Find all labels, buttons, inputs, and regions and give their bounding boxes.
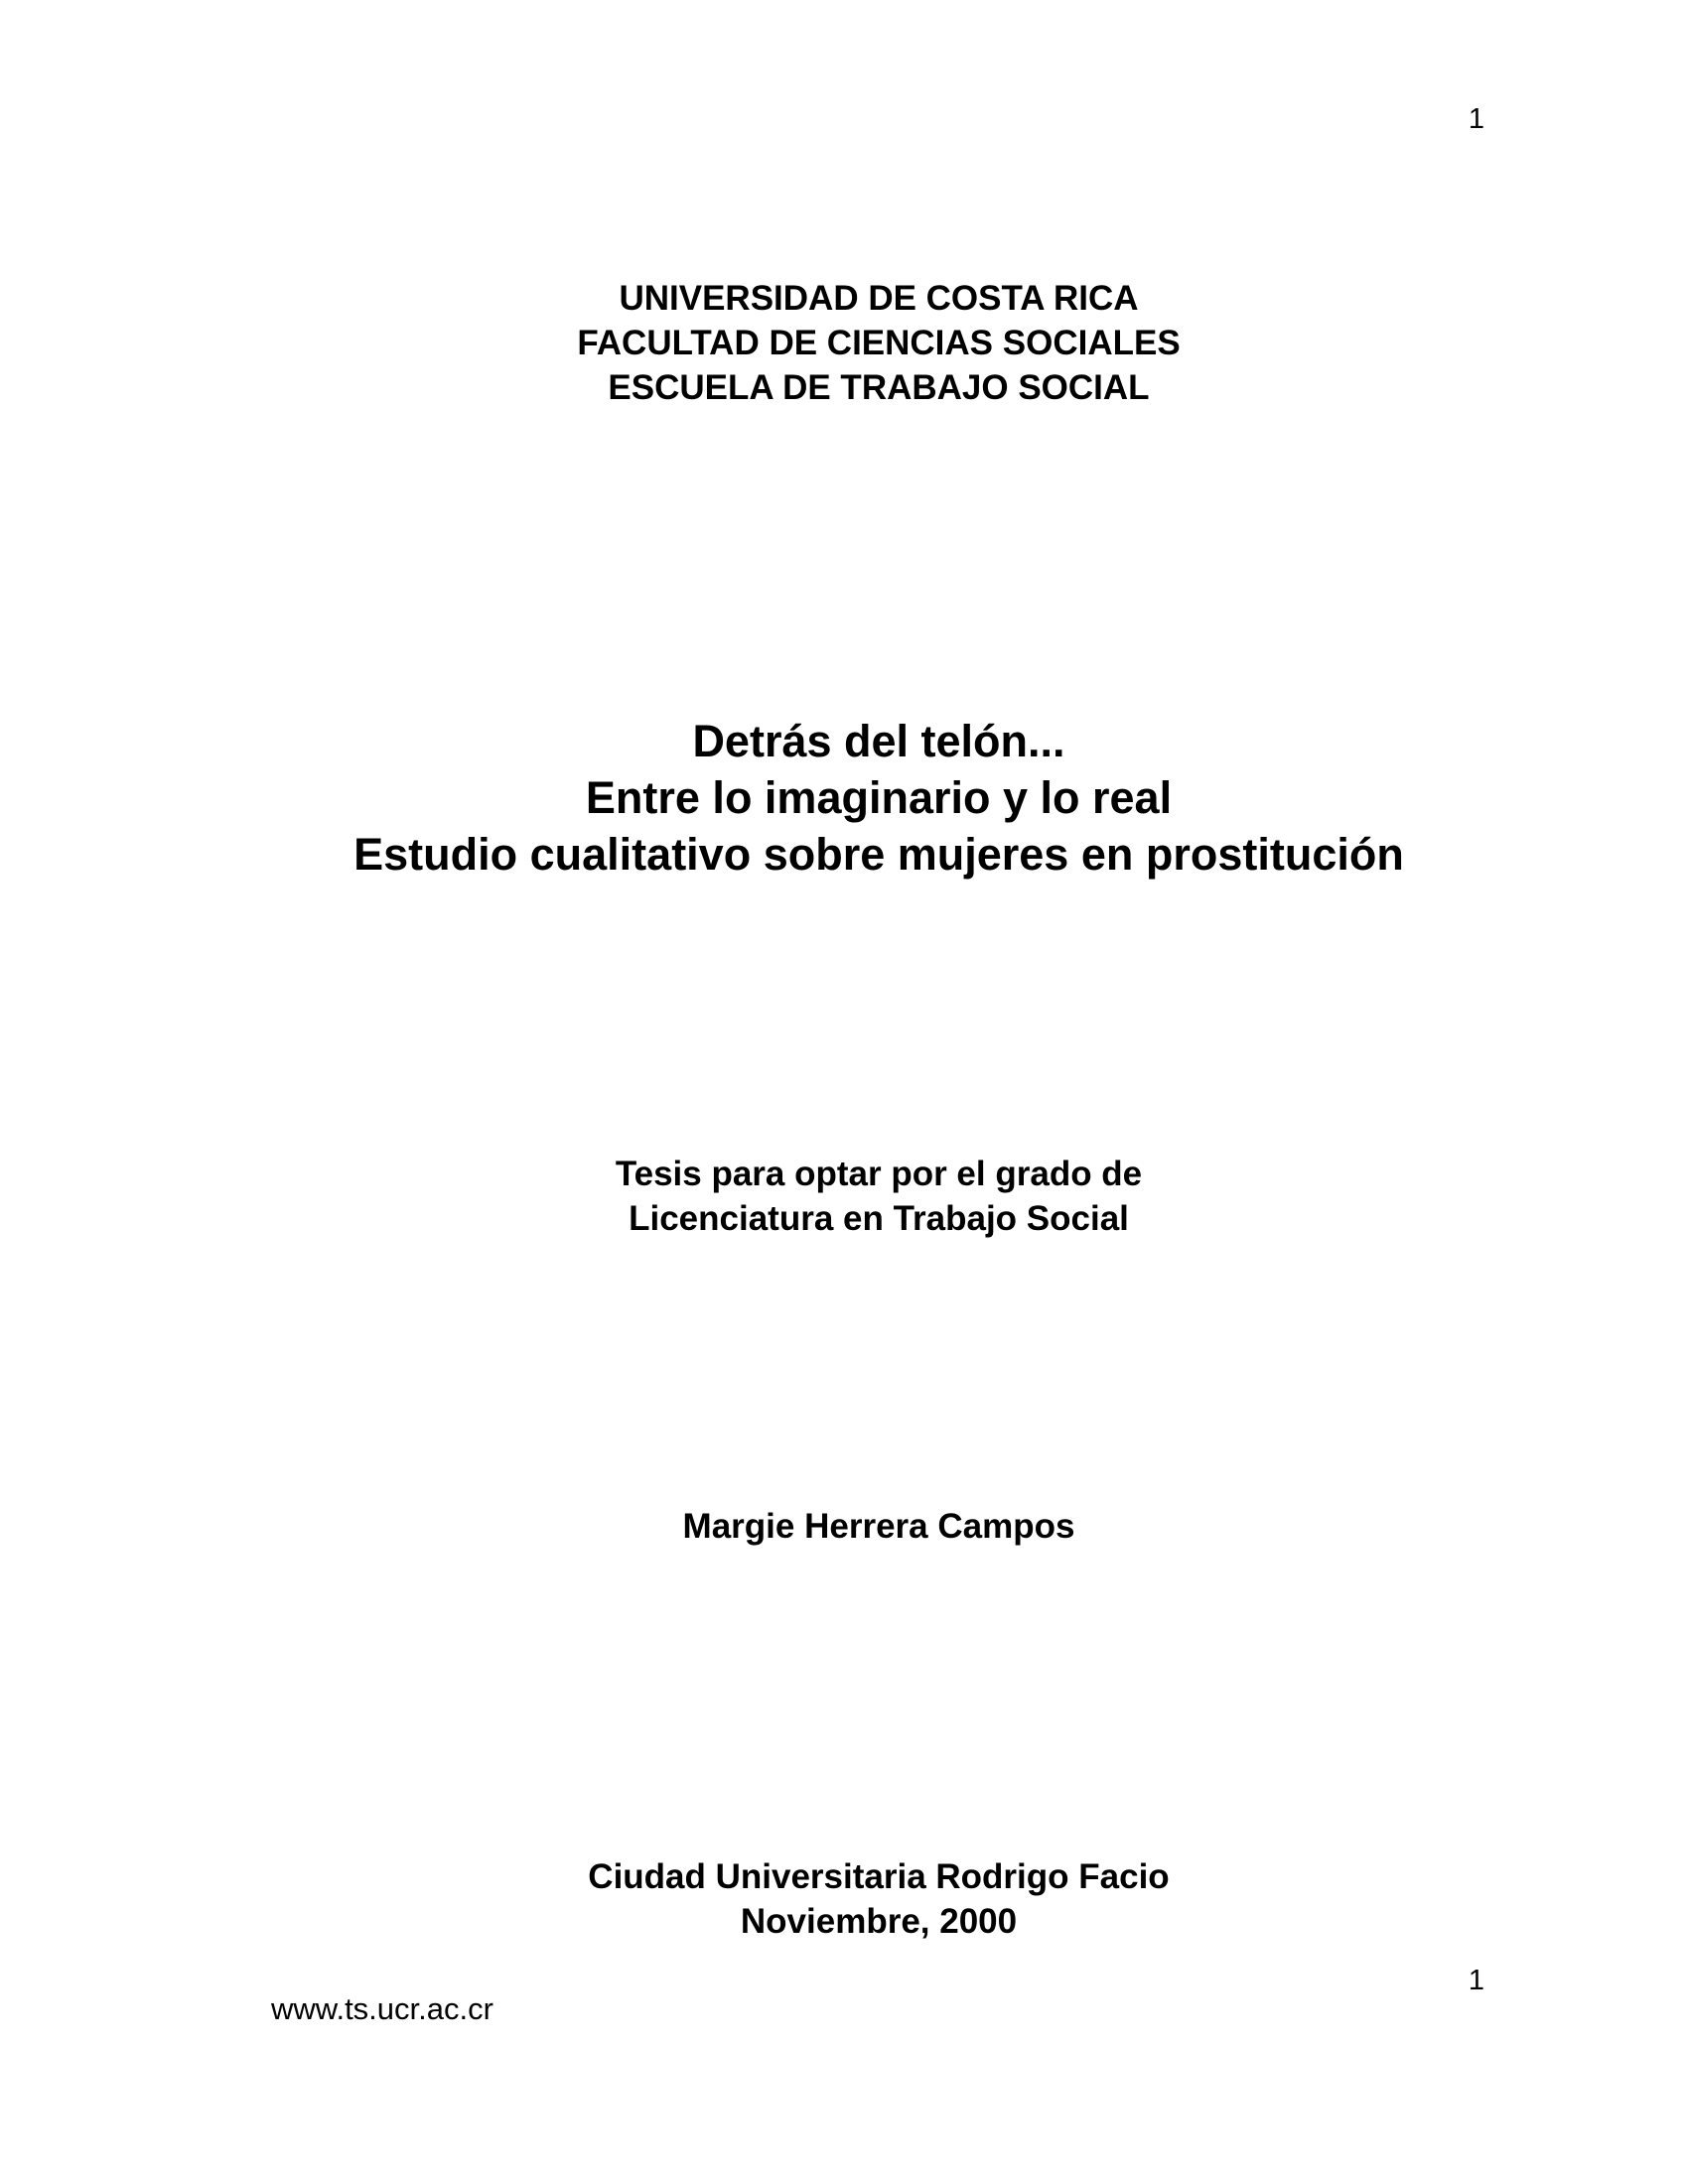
place-line: Ciudad Universitaria Rodrigo Facio	[588, 1857, 1170, 1896]
university-name: UNIVERSIDAD DE COSTA RICA	[619, 279, 1139, 318]
school-name: ESCUELA DE TRABAJO SOCIAL	[608, 368, 1150, 407]
degree-statement	[0, 1152, 1688, 1241]
title-line-2: Entre lo imaginario y lo real	[585, 772, 1173, 823]
date-line: Noviembre, 2000	[740, 1902, 1018, 1941]
author-name	[0, 1504, 1688, 1549]
footer-url: www.ts.ucr.ac.cr	[271, 1991, 493, 2026]
title-line-3: Estudio cualitativo sobre mujeres en prostitución	[353, 829, 1404, 880]
faculty-name: FACULTAD DE CIENCIAS SOCIALES	[577, 324, 1181, 362]
degree-line-2: Licenciatura en Trabajo Social	[629, 1199, 1129, 1238]
page-number-top: 1	[1468, 103, 1484, 135]
title-line-1: Detrás del telón...	[692, 716, 1065, 766]
page-number-bottom: 1	[1468, 1965, 1484, 1996]
place-and-date	[0, 1854, 1688, 1944]
thesis-title	[0, 713, 1688, 883]
institution-header	[0, 276, 1688, 410]
author-text: Margie Herrera Campos	[682, 1507, 1075, 1546]
degree-line-1: Tesis para optar por el grado de	[615, 1155, 1143, 1193]
